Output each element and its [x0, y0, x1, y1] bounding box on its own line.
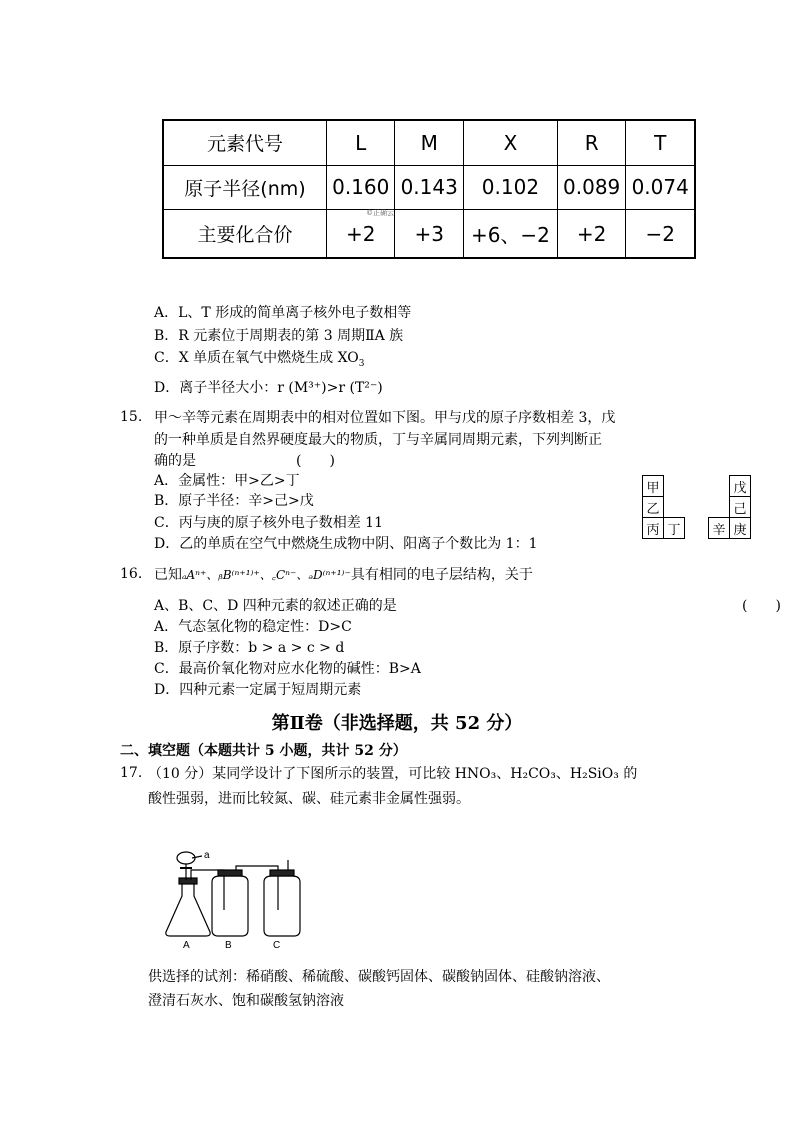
col-R: R [557, 120, 625, 165]
valence-cell: +2 [327, 210, 395, 258]
periodic-grid-right [708, 475, 751, 539]
radius-cell: 0.143 [395, 165, 463, 209]
q17-stem-line1: （10 分）某同学设计了下图所示的装置，可比较 HNO₃、H₂CO₃、H₂SiO₃ 的 [148, 766, 638, 782]
q15-option-a: A．金属性：甲>乙>丁 [154, 473, 300, 489]
q14-option-b: B．R 元素位于周期表的第 3 周期ⅡA 族 [154, 328, 404, 344]
col-X: X [463, 120, 557, 165]
q17-reagents-line1: 供选择的试剂：稀硝酸、稀硫酸、碳酸钙固体、碳酸钠固体、硅酸钠溶液、 [148, 969, 610, 985]
radius-cell: 0.074 [626, 165, 695, 209]
q16-option-c: C．最高价氧化物对应水化物的碱性：B>A [154, 661, 421, 677]
row-header-radius: 原子半径(nm) [163, 165, 327, 209]
row-header-valence: 主要化合价 [163, 210, 327, 258]
q15-option-d: D．乙的单质在空气中燃烧生成物中阴、阳离子个数比为 1：1 [154, 536, 538, 552]
q16-stem-post: 具有相同的电子层结构，关于 [350, 567, 533, 583]
q15-option-c: C．丙与庚的原子核外电子数相差 11 [154, 515, 383, 531]
grid-cell: 丁 [664, 518, 685, 539]
grid-empty [664, 497, 685, 518]
label-a-funnel: a [204, 850, 210, 861]
row-header-symbol: 元素代号 [163, 120, 327, 165]
grid-cell: 戊 [730, 476, 751, 497]
apparatus-diagram [160, 840, 310, 955]
radius-cell: 0.089 [557, 165, 625, 209]
section-subtitle: 二、填空题（本题共计 5 小题，共计 52 分） [120, 743, 407, 759]
q15-option-b: B．原子半径：辛>己>戊 [154, 493, 314, 509]
valence-cell: +2 [557, 210, 625, 258]
q17-stem-line2: 酸性强弱，进而比较氮、碳、硅元素非金属性强弱。 [148, 791, 470, 807]
q16-stem-line1 [154, 566, 533, 584]
grid-empty [709, 476, 730, 497]
q16-option-a: A．气态氢化物的稳定性：D>C [154, 619, 352, 635]
q15-stem-line2: 的一种单质是自然界硬度最大的物质，丁与辛属同周期元素，下列判断正 [154, 432, 602, 448]
q15-number: 15. [120, 409, 143, 425]
stopper-a [179, 878, 197, 884]
grid-cell: 丙 [643, 518, 664, 539]
q16-option-d: D．四种元素一定属于短周期元素 [154, 682, 362, 698]
periodic-grid-left [642, 475, 685, 539]
element-table [162, 119, 696, 259]
stopper-c [270, 870, 294, 876]
q14-option-d: D．离子半径大小：r (M³⁺)>r (T²⁻) [154, 380, 383, 396]
flask-a [166, 882, 210, 936]
grid-cell: 乙 [643, 497, 664, 518]
q14-option-a: A．L、T 形成的简单离子核外电子数相等 [154, 305, 412, 321]
q15-stem-line1: 甲～辛等元素在周期表中的相对位置如下图。甲与戊的原子序数相差 3，戊 [154, 410, 616, 426]
q15-answer-paren: ( ) [296, 453, 335, 469]
col-M: M [395, 120, 463, 165]
q15-stem-line3: 确的是 [154, 453, 196, 469]
q16-number: 16. [120, 566, 143, 582]
q14-option-c-text: C．X 单质在氧气中燃烧生成 XO [154, 350, 359, 366]
label-bottle-c: C [273, 940, 281, 951]
grid-cell: 辛 [709, 518, 730, 539]
label-flask-a: A [183, 940, 190, 951]
q16-stem-pre: 已知 [154, 567, 182, 583]
grid-cell: 庚 [730, 518, 751, 539]
q16-ions: ₐAⁿ⁺、ᵦB⁽ⁿ⁺¹⁾⁺、꜀Cⁿ⁻、ₔD⁽ⁿ⁺¹⁾⁻ [182, 568, 351, 582]
bottle-c [264, 876, 300, 936]
q14-option-c [154, 349, 365, 373]
radius-cell: 0.102 [463, 165, 557, 209]
valence-cell: +6、−2 [463, 210, 557, 258]
q17-number: 17. [120, 765, 143, 781]
grid-cell: 己 [730, 497, 751, 518]
grid-empty [664, 476, 685, 497]
q16-stem-line2: A、B、C、D 四种元素的叙述正确的是 [154, 598, 397, 614]
grid-empty [709, 497, 730, 518]
valence-cell: +3 [395, 210, 463, 258]
q17-reagents-line2: 澄清石灰水、饱和碳酸氢钠溶液 [148, 993, 344, 1009]
section-title: 第Ⅱ卷（非选择题，共 52 分） [271, 713, 523, 734]
col-T: T [626, 120, 695, 165]
valence-cell: −2 [626, 210, 695, 258]
watermark: ©正确云 [366, 209, 394, 217]
radius-cell: 0.160 [327, 165, 395, 209]
grid-cell: 甲 [643, 476, 664, 497]
stopper-b [218, 870, 242, 876]
label-bottle-b: B [225, 940, 232, 951]
q14-option-c-sub: 3 [358, 358, 365, 369]
bottle-b [212, 876, 248, 936]
q16-option-b: B．原子序数：b > a > c > d [154, 640, 345, 656]
col-L: L [327, 120, 395, 165]
q16-answer-paren: ( ) [742, 598, 781, 614]
